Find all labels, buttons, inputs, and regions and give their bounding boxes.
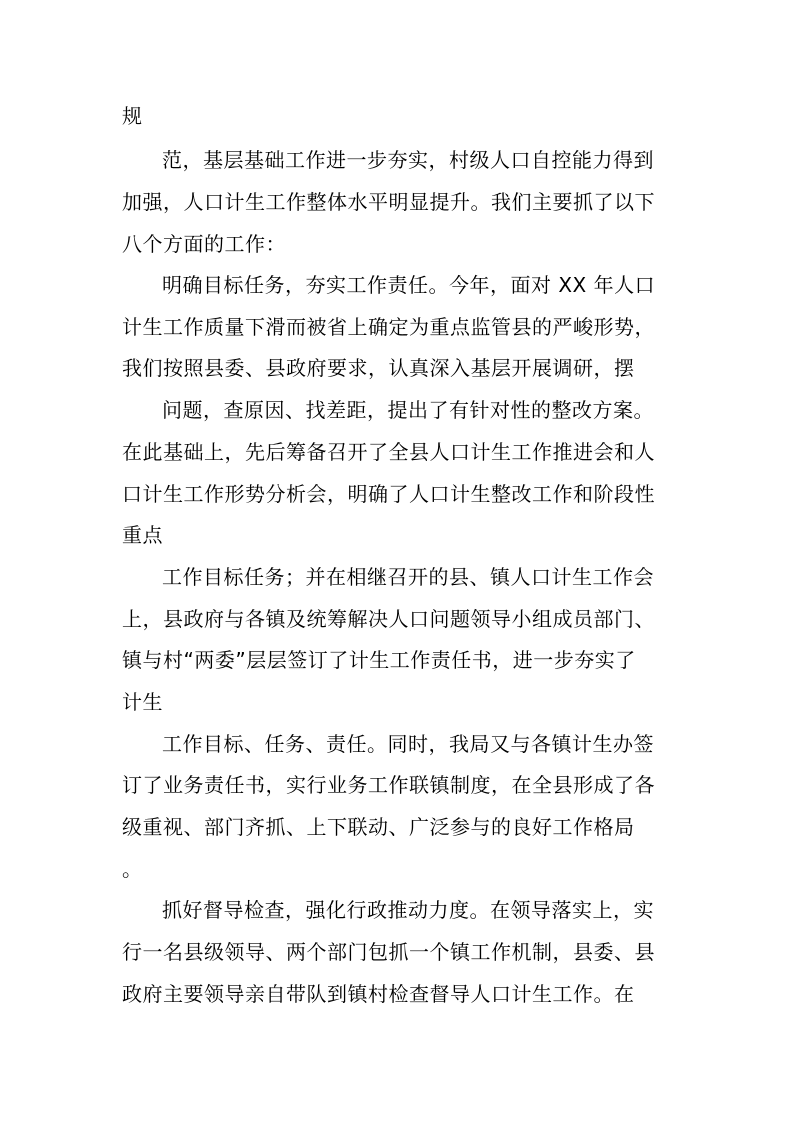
text-line: 。	[122, 857, 143, 881]
text-line: 订了业务责任书，实行业务工作联镇制度，在全县形成了各	[122, 773, 655, 797]
text-line: 政府主要领导亲自带队到镇村检查督导人口计生工作。在	[122, 982, 635, 1006]
text-line: 明确目标任务，夯实工作责任。今年，面对 XX 年人口	[162, 273, 656, 297]
text-line: 级重视、部门齐抓、上下联动、广泛参与的良好工作格局	[122, 815, 635, 839]
text-line: 工作目标任务；并在相继召开的县、镇人口计生工作会	[162, 565, 654, 589]
text-line: 抓好督导检查，强化行政推动力度。在领导落实上，实	[162, 898, 654, 922]
text-line: 八个方面的工作：	[122, 232, 286, 256]
text-line: 重点	[122, 523, 163, 547]
text-line: 工作目标、任务、责任。同时，我局又与各镇计生办签	[162, 732, 654, 756]
text-line: 我们按照县委、县政府要求，认真深入基层开展调研，摆	[122, 356, 635, 380]
text-line: 规	[122, 104, 143, 128]
text-line: 加强，人口计生工作整体水平明显提升。我们主要抓了以下	[122, 190, 655, 214]
text-line: 上，县政府与各镇及统筹解决人口问题领导小组成员部门、	[122, 607, 655, 631]
text-line: 口计生工作形势分析会，明确了人口计生整改工作和阶段性	[122, 482, 655, 506]
text-line: 行一名县级领导、两个部门包抓一个镇工作机制，县委、县	[122, 940, 655, 964]
text-line: 计生工作质量下滑而被省上确定为重点监管县的严峻形势，	[122, 315, 655, 339]
text-line: 在此基础上，先后筹备召开了全县人口计生工作推进会和人	[122, 440, 655, 464]
text-line: 计生	[122, 690, 163, 714]
text-line: 镇与村“两委”层层签订了计生工作责任书，进一步夯实了	[122, 648, 636, 672]
text-line: 问题，查原因、找差距，提出了有针对性的整改方案。	[162, 398, 654, 422]
text-line: 范，基层基础工作进一步夯实，村级人口自控能力得到	[162, 148, 654, 172]
